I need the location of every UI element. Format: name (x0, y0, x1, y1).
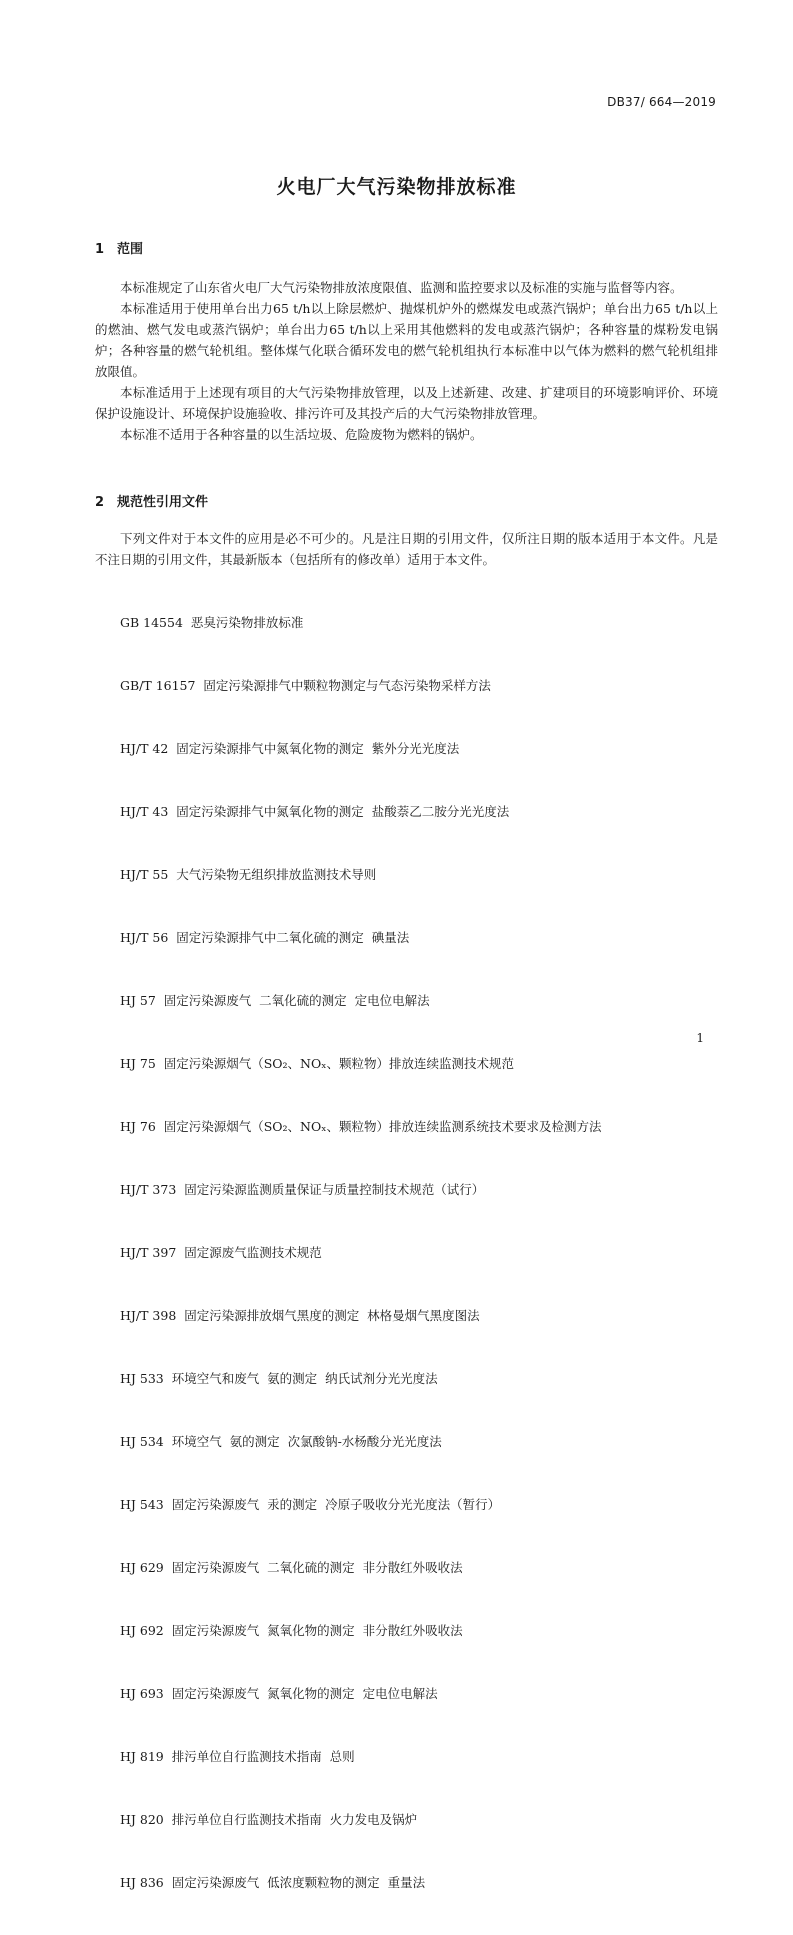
reference-item: HJ/T 398 固定污染源排放烟气黑度的测定 林格曼烟气黑度图法 (120, 1308, 480, 1323)
section-body-scope (95, 277, 718, 445)
reference-item: HJ 75 固定污染源烟气（SO₂、NOₓ、颗粒物）排放连续监测技术规范 (120, 1056, 515, 1071)
reference-item: GB/T 16157 固定污染源排气中颗粒物测定与气态污染物采样方法 (120, 678, 491, 693)
section-heading-references (95, 491, 208, 510)
section-number: 1 (95, 242, 105, 257)
reference-item: HJ 543 固定污染源废气 汞的测定 冷原子吸收分光光度法（暂行） (120, 1497, 501, 1512)
paragraph: 下列文件对于本文件的应用是必不可少的。凡是注日期的引用文件，仅所注日期的版本适用于本文件。凡是不注日期的引用文件，其最新版本（包括所有的修改单）适用于本文件。 (95, 531, 718, 567)
reference-item: HJ 76 固定污染源烟气（SO₂、NOₓ、颗粒物）排放连续监测系统技术要求及检测方法 (120, 1119, 602, 1134)
page-number: 1 (696, 1031, 704, 1045)
reference-item: HJ 692 固定污染源废气 氮氧化物的测定 非分散红外吸收法 (120, 1623, 463, 1638)
section-title: 范围 (117, 242, 144, 257)
document-code: DB37/ 664—2019 (607, 95, 716, 109)
paragraph: 本标准不适用于各种容量的以生活垃圾、危险废物为燃料的锅炉。 (120, 427, 483, 442)
reference-item: HJ 629 固定污染源废气 二氧化硫的测定 非分散红外吸收法 (120, 1560, 463, 1575)
reference-item: HJ/T 373 固定污染源监测质量保证与质量控制技术规范（试行） (120, 1182, 485, 1197)
section-number: 2 (95, 495, 105, 510)
reference-item: HJ 819 排污单位自行监测技术指南 总则 (120, 1749, 355, 1764)
reference-item: GB 14554 恶臭污染物排放标准 (120, 615, 304, 630)
section-heading-scope (95, 238, 143, 257)
document-title: 火电厂大气污染物排放标准 (276, 176, 517, 198)
reference-item: HJ 533 环境空气和废气 氨的测定 纳氏试剂分光光度法 (120, 1371, 438, 1386)
reference-item: HJ 693 固定污染源废气 氮氧化物的测定 定电位电解法 (120, 1686, 438, 1701)
section-body-references (95, 528, 718, 570)
reference-item: HJ 534 环境空气 氨的测定 次氯酸钠-水杨酸分光光度法 (120, 1434, 442, 1449)
section-title: 规范性引用文件 (117, 495, 209, 510)
reference-item: HJ 57 固定污染源废气 二氧化硫的测定 定电位电解法 (120, 993, 430, 1008)
reference-item: HJ/T 55 大气污染物无组织排放监测技术导则 (120, 867, 377, 882)
paragraph: 本标准规定了山东省火电厂大气污染物排放浓度限值、监测和监控要求以及标准的实施与监督等内容。 (120, 280, 683, 295)
paragraph: 本标准适用于上述现有项目的大气污染物排放管理，以及上述新建、改建、扩建项目的环境影响评价、环境保护设施设计、环境保护设施验收、排污许可及其投产后的大气污染物排放管理。 (95, 385, 718, 421)
reference-item: HJ/T 56 固定污染源排气中二氧化硫的测定 碘量法 (120, 930, 410, 945)
reference-item: HJ 820 排污单位自行监测技术指南 火力发电及锅炉 (120, 1812, 418, 1827)
paragraph: 本标准适用于使用单台出力65 t/h以上除层燃炉、抛煤机炉外的燃煤发电或蒸汽锅炉；单台出力65 t/h以上的燃油、燃气发电或蒸汽锅炉；单台出力65 t/h以上采用其他燃料的发电或蒸汽锅炉；各种容量的煤粉发电锅炉；各种容量的燃气轮机组。整体煤气化联合循环发电的燃气轮机组执行本标准中以气体为燃料的燃气轮机组排放限值。 (95, 301, 718, 379)
reference-item: HJ/T 397 固定源废气监测技术规范 (120, 1245, 322, 1260)
reference-item: HJ/T 43 固定污染源排气中氮氧化物的测定 盐酸萘乙二胺分光光度法 (120, 804, 510, 819)
reference-list (120, 570, 720, 1935)
reference-item: HJ/T 42 固定污染源排气中氮氧化物的测定 紫外分光光度法 (120, 741, 460, 756)
reference-item: HJ 836 固定污染源废气 低浓度颗粒物的测定 重量法 (120, 1875, 426, 1890)
